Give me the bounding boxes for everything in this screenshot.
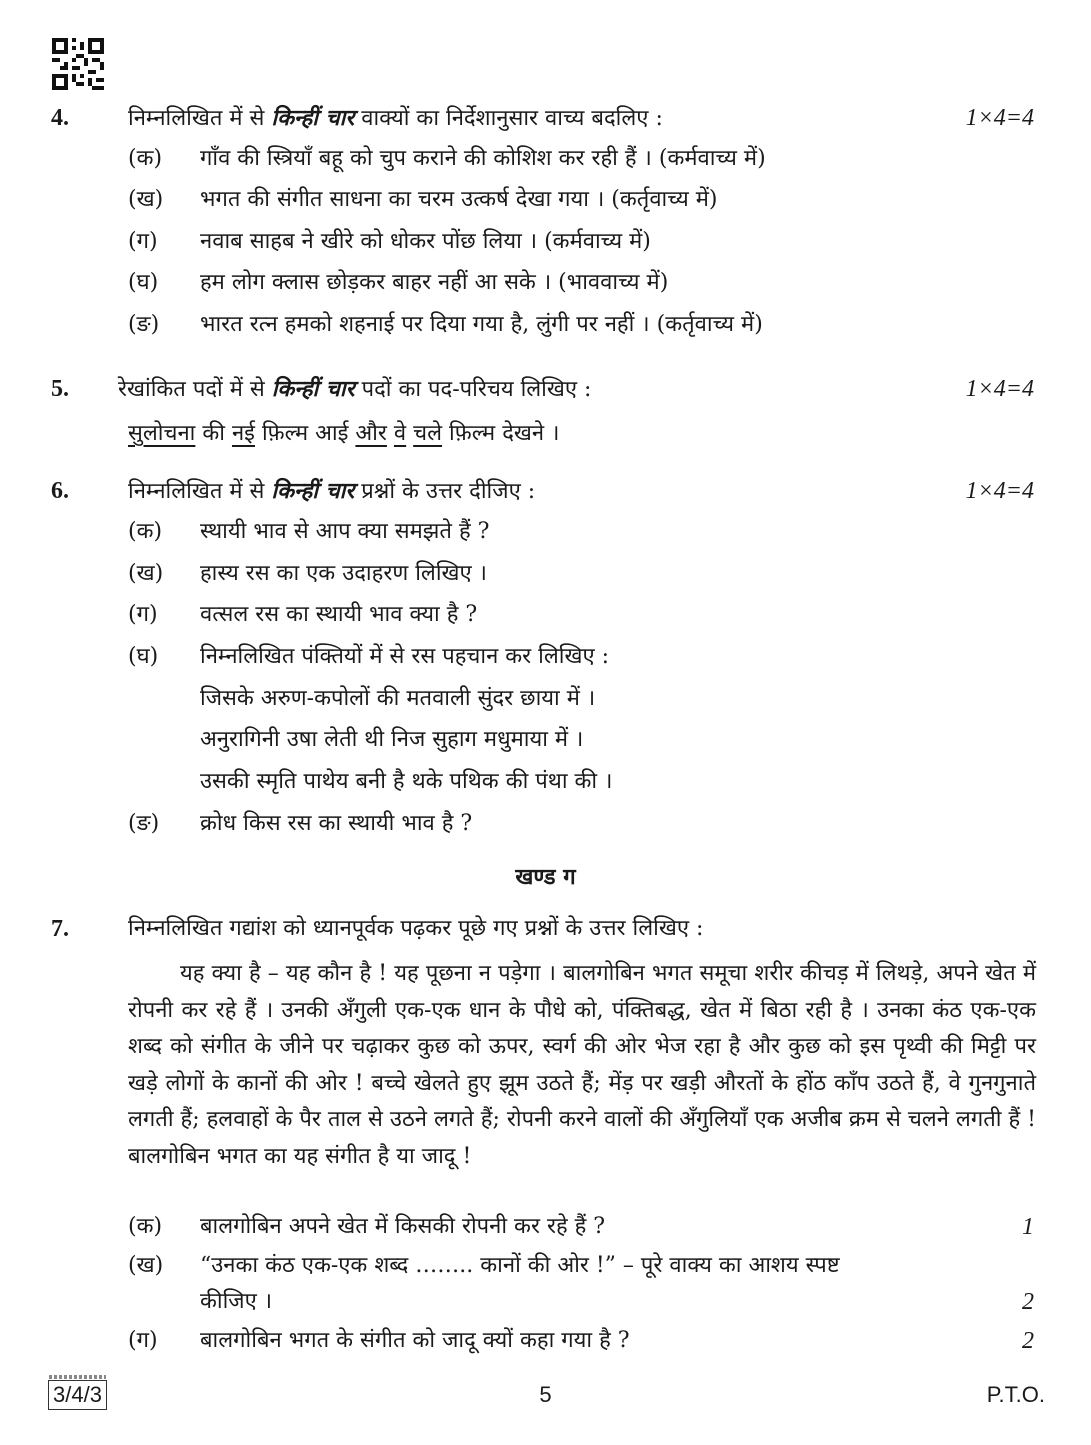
prompt-text: रेखांकित पदों में से	[118, 377, 272, 402]
item-text: भारत रत्न हमको शहनाई पर दिया गया है, लुंगी पर नहीं । (कर्तृवाच्य में)	[200, 312, 763, 337]
item-text: भगत की संगीत साधना का चरम उत्कर्ष देखा गया । (कर्तृवाच्य में)	[200, 187, 718, 212]
question-number: 5.	[51, 376, 69, 402]
item-label: (ङ)	[128, 312, 160, 337]
marks: 1	[1022, 1214, 1034, 1240]
passage: यह क्या है – यह कौन है ! यह पूछना न पड़ेगा । बालगोबिन भगत समूचा शरीर कीचड़ में लिथड़े, अपने खेत में रोपनी कर रहे हैं । उनकी अँगुली एक-एक धान के पौधे को, पंक्तिबद्ध, खेत में बिठा रही है । उनका कंठ एक-एक शब्द को संगीत के जीने पर चढ़ाकर कुछ को ऊपर, स्वर्ग की ओर भेज रहा है और कुछ को इस पृथ्वी की मिट्टी पर खड़े लोगों के कानों की ओर ! बच्चे खेलते हुए झूम उठते हैं; मेंड़ पर खड़ी औरतों के होंठ काँप उठते हैं, वे गुनगुनाते लगती हैं; हलवाहों के पैर ताल से उठने लगते हैं; रोपनी करने वालों की अँगुलियाँ एक अजीब क्रम से चलने लगती हैं ! बालगोबिन भगत का यह संगीत है या जादू !	[128, 961, 1036, 1169]
sentence-text: फ़िल्म देखने ।	[442, 421, 560, 446]
item-text: नवाब साहब ने खीरे को धोकर पोंछ लिया । (कर्मवाच्य में)	[200, 229, 651, 254]
prompt-text: वाक्यों का निर्देशानुसार वाच्य बदलिए :	[354, 106, 663, 131]
underlined-word: सुलोचना	[128, 421, 196, 446]
item-label: (ङ)	[128, 811, 160, 836]
underlined-word: चले	[413, 421, 443, 446]
item-label: (ख)	[128, 1253, 164, 1278]
item-label: (घ)	[128, 270, 159, 295]
item-text-continued: कीजिए ।	[200, 1289, 273, 1314]
question-number: 7.	[51, 916, 69, 942]
underlined-sentence	[128, 419, 559, 449]
item-text: बालगोबिन अपने खेत में किसकी रोपनी कर रहे हैं ?	[200, 1214, 606, 1239]
prompt-text: निम्नलिखित में से	[128, 106, 272, 131]
poem-line: अनुरागिनी उषा लेती थी निज सुहाग मधुमाया में ।	[200, 727, 584, 752]
item-text: बालगोबिन भगत के संगीत को जादू क्यों कहा गया है ?	[200, 1328, 630, 1353]
question-7-prompt: निम्नलिखित गद्यांश को ध्यानपूर्वक पढ़कर पूछे गए प्रश्नों के उत्तर लिखिए :	[128, 916, 704, 941]
item-label: (ग)	[128, 1328, 158, 1353]
pto-label: P.T.O.	[986, 1382, 1045, 1407]
marks: 2	[1022, 1328, 1034, 1354]
item-label: (क)	[128, 519, 163, 544]
sentence-text: फ़िल्म आई	[254, 421, 356, 446]
item-label: (ख)	[128, 561, 164, 586]
qr-code-icon	[52, 38, 104, 90]
item-label: (क)	[128, 146, 163, 171]
item-text: क्रोध किस रस का स्थायी भाव है ?	[200, 811, 473, 836]
sentence-text: की	[195, 421, 232, 446]
item-text: “उनका कंठ एक-एक शब्द …….. कानों की ओर !” – पूरे वाक्य का आशय स्पष्ट	[200, 1253, 840, 1278]
item-text: वत्सल रस का स्थायी भाव क्या है ?	[200, 602, 478, 627]
marks: 1×4=4	[965, 376, 1034, 402]
marks: 2	[1022, 1289, 1034, 1315]
item-text: स्थायी भाव से आप क्या समझते हैं ?	[200, 519, 490, 544]
item-label: (क)	[128, 1214, 163, 1239]
prompt-text: पदों का पद-परिचय लिखिए :	[354, 377, 592, 402]
prompt-text: निम्नलिखित में से	[128, 479, 272, 504]
prompt-keyword: किन्हीं चार	[271, 105, 355, 131]
item-text: गाँव की स्त्रियाँ बहू को चुप कराने की कोशिश कर रही हैं । (कर्मवाच्य में)	[200, 146, 766, 171]
sentence-text	[387, 421, 394, 446]
item-label: (ग)	[128, 602, 158, 627]
marks: 1×4=4	[965, 105, 1034, 131]
item-text: निम्नलिखित पंक्तियों में से रस पहचान कर लिखिए :	[200, 644, 610, 669]
poem-line: जिसके अरुण-कपोलों की मतवाली सुंदर छाया में ।	[200, 686, 596, 711]
question-number: 4.	[51, 105, 69, 131]
item-text: हम लोग क्लास छोड़कर बाहर नहीं आ सके । (भाववाच्य में)	[200, 270, 669, 295]
poem-line: उसकी स्मृति पाथेय बनी है थके पथिक की पंथा की ।	[200, 769, 613, 794]
question-5-prompt	[118, 374, 591, 405]
item-label: (ग)	[128, 229, 158, 254]
item-label: (ख)	[128, 187, 164, 212]
underlined-word: और	[355, 421, 387, 446]
prompt-keyword: किन्हीं चार	[271, 376, 355, 402]
item-label: (घ)	[128, 644, 159, 669]
underlined-word: वे	[393, 421, 407, 446]
prompt-text: प्रश्नों के उत्तर दीजिए :	[354, 479, 536, 504]
page-number: 5	[539, 1382, 552, 1407]
prompt-keyword: किन्हीं चार	[271, 478, 355, 504]
section-heading: खण्ड ग	[515, 864, 576, 890]
barcode-strip	[49, 1375, 106, 1379]
marks: 1×4=4	[965, 478, 1034, 504]
underlined-word: नई	[231, 421, 255, 446]
question-6-prompt	[128, 476, 535, 507]
question-4-prompt	[128, 103, 663, 134]
question-number: 6.	[51, 478, 69, 504]
item-text: हास्य रस का एक उदाहरण लिखिए ।	[200, 561, 488, 586]
paper-code: 3/4/3	[53, 1382, 102, 1407]
